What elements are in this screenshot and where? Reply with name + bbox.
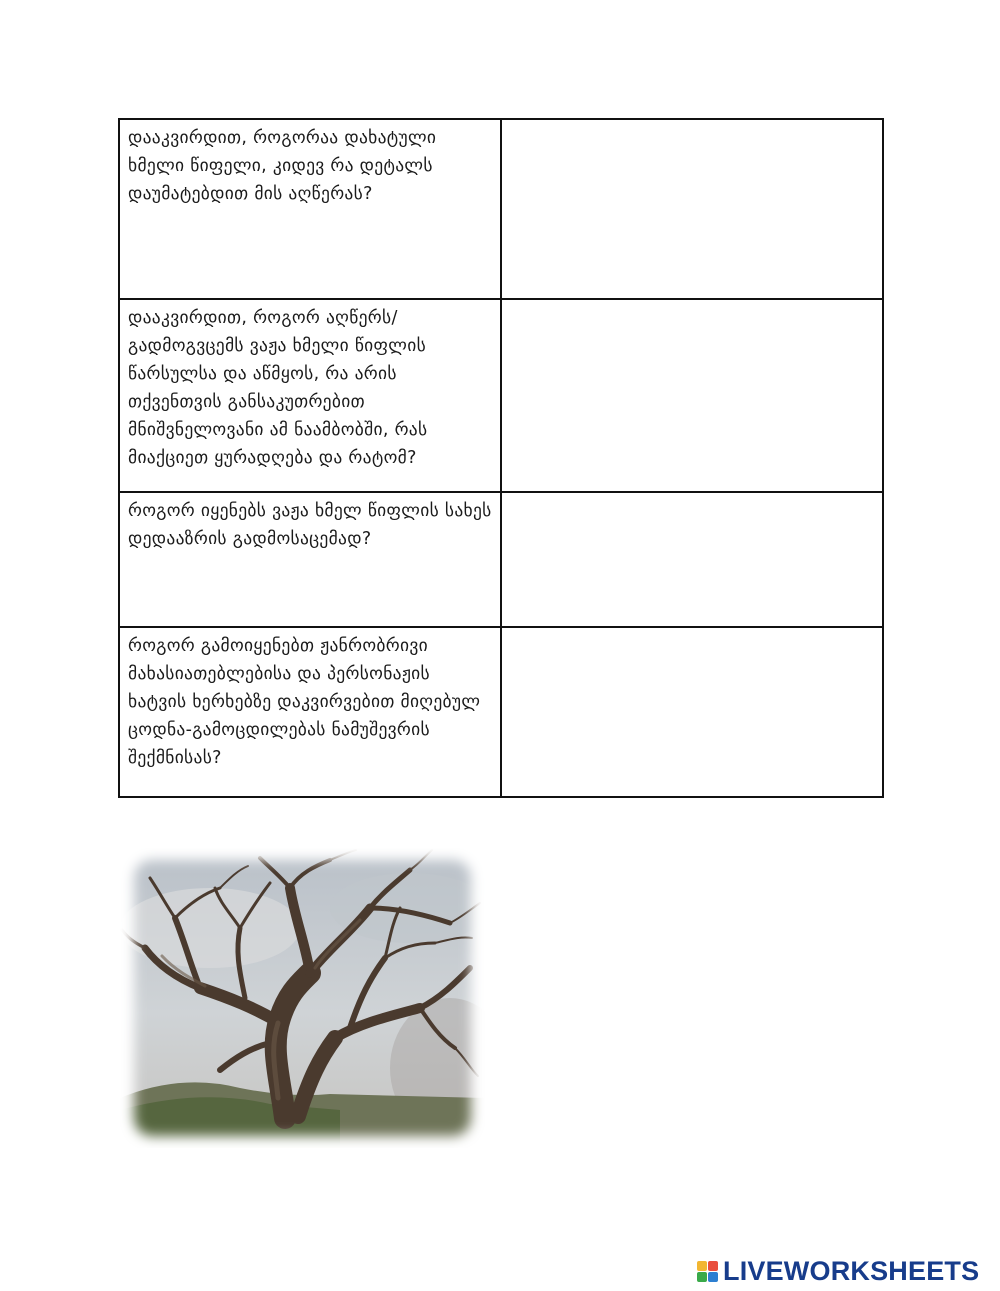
liveworksheets-logo-icon bbox=[697, 1261, 718, 1282]
answer-cell-2[interactable] bbox=[501, 299, 883, 492]
table-row bbox=[119, 492, 883, 627]
question-cell-4: როგორ გამოიყენებთ ჟანრობრივი მახასიათებლებისა და პერსონაჟის ხატვის ხერხებზე დაკვირვებით მიღებულ ცოდნა-გამოცდილებას ნამუშევრის შექმნისას? bbox=[119, 627, 501, 797]
tree-icon bbox=[120, 848, 485, 1148]
question-cell-1: დააკვირდით, როგორაა დახატული ხმელი წიფელი, კიდევ რა დეტალს დაუმატებდით მის აღწერას? bbox=[119, 119, 501, 299]
answer-input-1[interactable] bbox=[510, 124, 878, 298]
question-cell-3: როგორ იყენებს ვაჟა ხმელ წიფლის სახეს დედააზრის გადმოსაცემად? bbox=[119, 492, 501, 627]
table-row bbox=[119, 627, 883, 797]
brand-name: LIVEWORKSHEETS bbox=[723, 1255, 980, 1286]
table-row bbox=[119, 299, 883, 492]
answer-input-4[interactable] bbox=[510, 632, 878, 796]
answer-input-2[interactable] bbox=[510, 304, 878, 491]
answer-cell-3[interactable] bbox=[501, 492, 883, 627]
answer-input-3[interactable] bbox=[510, 497, 878, 626]
table-row bbox=[119, 119, 883, 299]
question-table bbox=[118, 118, 884, 798]
tree-painting-image bbox=[120, 848, 485, 1148]
answer-cell-4[interactable] bbox=[501, 627, 883, 797]
question-cell-2: დააკვირდით, როგორ აღწერს/გადმოგვცემს ვაჟა ხმელი წიფლის წარსულსა და აწმყოს, რა არის თქვენთვის განსაკუთრებით მნიშვნელოვანი ამ ნაამბობში, რას მიაქციეთ ყურადღება და რატომ? bbox=[119, 299, 501, 492]
liveworksheets-logo bbox=[697, 1256, 979, 1286]
answer-cell-1[interactable] bbox=[501, 119, 883, 299]
